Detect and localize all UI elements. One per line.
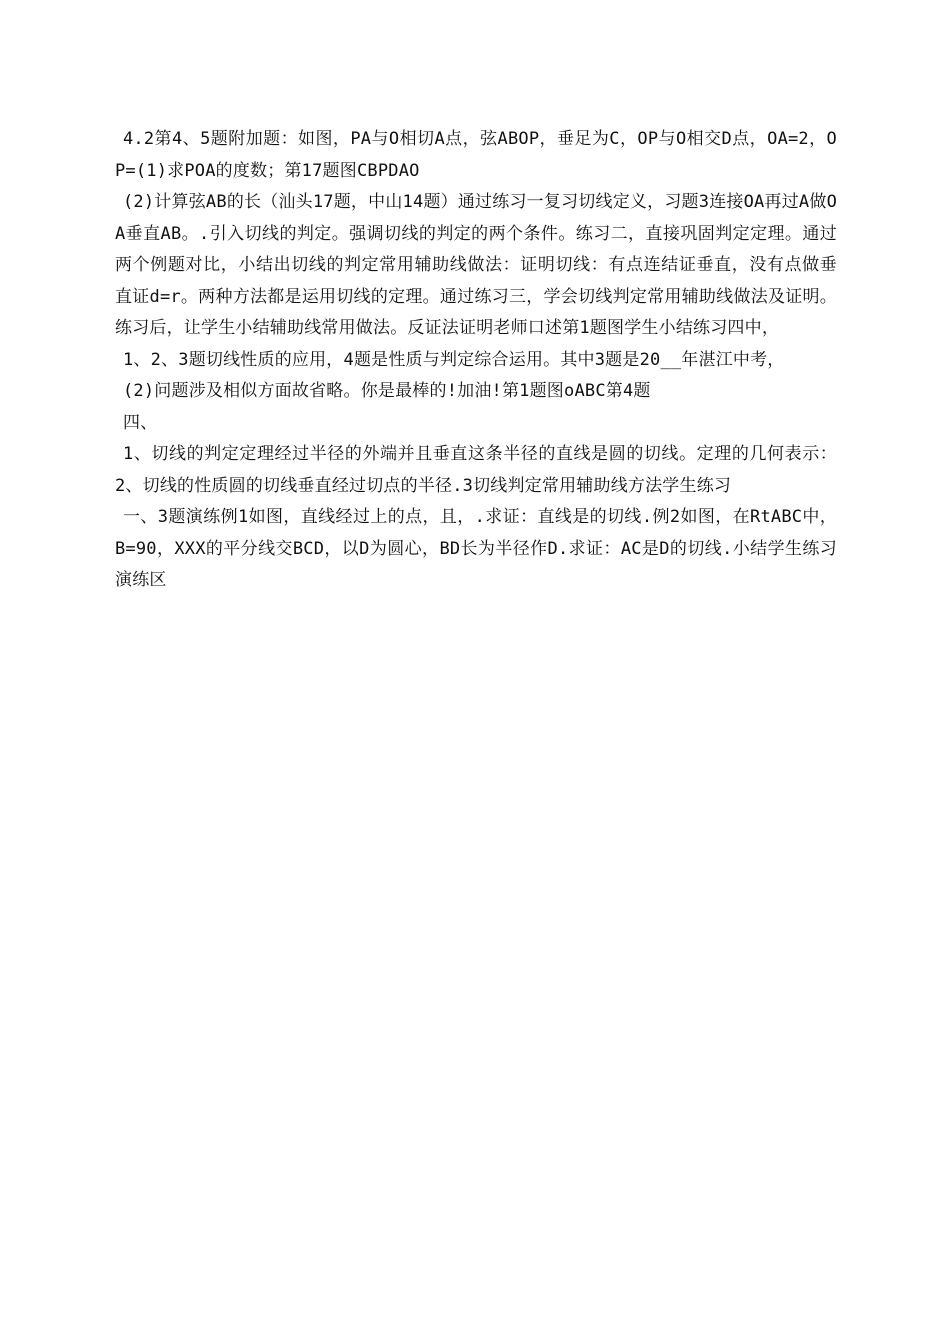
paragraph-tangent-theorem-summary: 1、切线的判定定理经过半径的外端并且垂直这条半径的直线是圆的切线。定理的几何表示：2、切线的性质圆的切线垂直经过切点的半径.3切线判定常用辅助线方法学生练习 [115,444,837,496]
paragraph-tangent-property-application: 1、2、3题切线性质的应用，4题是性质与判定综合运用。其中3题是20__年湛江中考， [123,349,785,370]
paragraph-section-four-heading: 四、 [123,412,158,433]
paragraph-similarity-omitted: (2)问题涉及相似方面故省略。你是最棒的!加油!第1题图oABC第4题 [123,381,651,401]
paragraph-example-exercises: 一、3题演练例1如图，直线经过上的点，且，.求证：直线是的切线.例2如图，在RtABC中，B=90，XXX的平分线交BCD，以D为圆心，BD长为半径作D.求证：AC是D的切线.小结学生练习演练区 [115,507,837,590]
paragraph-attached-problem: 4.2第4、5题附加题：如图，PA与O相切A点，弦ABOP，垂足为C，OP与O相交D点，OA=2，OP=(1)求POA的度数；第17题图CBPDAO [115,129,837,181]
document-body [115,124,837,597]
paragraph-tangent-teaching-notes: (2)计算弦AB的长（汕头17题，中山14题）通过练习一复习切线定义，习题3连接OA再过A做OA垂直AB。.引入切线的判定。强调切线的判定的两个条件。练习二，直接巩固判定定理。通过两个例题对比，小结出切线的判定常用辅助线做法：证明切线：有点连结证垂直，没有点做垂直证d=r。两种方法都是运用切线的定理。通过练习三，学会切线判定常用辅助线做法及证明。练习后，让学生小结辅助线常用做法。反证法证明老师口述第1题图学生小结练习四中， [115,192,837,338]
